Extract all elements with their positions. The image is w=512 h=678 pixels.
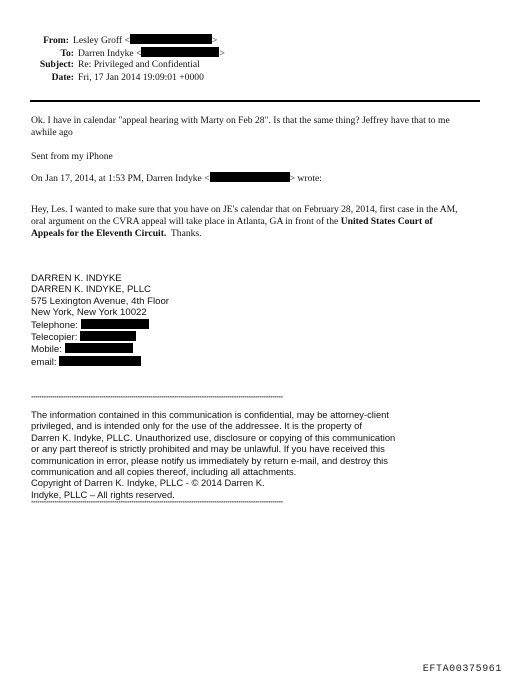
close-bracket: >	[219, 47, 225, 59]
email-label: email:	[31, 356, 57, 368]
disclaimer-line: communication and all copies thereof, including all attachments.	[31, 466, 297, 478]
sig-telephone	[31, 319, 169, 331]
sig-mobile	[31, 343, 169, 355]
reply-line: Ok. I have in calendar "appeal hearing with Marty on Feb 28". Is that the same thing? Jeffrey have that to me	[31, 115, 450, 126]
reply-message	[31, 115, 486, 139]
sig-name: DARREN K. INDYKE	[31, 273, 122, 284]
quote-line	[31, 228, 486, 240]
disclaimer-line: communication in error, please notify us immediately by return e-mail, and destroy this	[31, 454, 388, 466]
court-name-cont: Appeals for the Eleventh Circuit.	[31, 227, 167, 239]
close-bracket: >	[211, 35, 218, 46]
from-value: Lesley Groff <	[73, 35, 130, 46]
thanks-text: Thanks.	[170, 227, 202, 239]
quoted-message	[31, 204, 486, 239]
to-label: To:	[60, 47, 74, 59]
header-divider	[30, 100, 480, 102]
disclaimer-line: privileged, and is intended only for the use of the addressee. It is the property of	[31, 420, 362, 432]
confidentiality-disclaimer	[31, 409, 431, 500]
court-name: United States Court of	[340, 215, 433, 227]
date-row	[0, 72, 204, 85]
quote-intro	[31, 172, 486, 185]
signature-block	[31, 273, 169, 368]
to-row	[0, 47, 225, 61]
from-label: From:	[43, 35, 69, 46]
redaction-bar	[210, 172, 290, 182]
telephone-label: Telephone:	[31, 319, 78, 331]
redaction-bar	[65, 343, 133, 353]
subject-value: Re: Privileged and Confidential	[78, 59, 200, 70]
quote-text: oral argument on the CVRA appeal will take place in Atlanta, GA in front of the	[31, 215, 339, 227]
disclaimer-line: Darren K. Indyke, PLLC. Unauthorized use, disclosure or copying of this communication	[31, 431, 396, 443]
reply-line: awhile ago	[31, 126, 73, 138]
disclaimer-line: Copyright of Darren K. Indyke, PLLC - © 2014 Darren K.	[31, 477, 265, 489]
redaction-bar	[80, 331, 136, 341]
subject-label: Subject:	[39, 59, 74, 70]
from-row	[0, 34, 217, 48]
sig-email	[31, 356, 169, 368]
quote-line	[31, 216, 486, 228]
date-value: Fri, 17 Jan 2014 19:09:01 +0000	[78, 71, 204, 83]
document-id: EFTA00375961	[422, 664, 502, 675]
sig-firm: DARREN K. INDYKE, PLLC	[31, 284, 151, 296]
redaction-bar	[81, 319, 149, 329]
sent-from: Sent from my iPhone	[31, 151, 113, 162]
redaction-bar	[130, 34, 212, 44]
to-value: Darren Indyke <	[78, 47, 142, 59]
sig-address1: 575 Lexington Avenue, 4th Floor	[31, 295, 169, 307]
sig-address2: New York, New York 10022	[31, 307, 147, 319]
disclaimer-line: The information contained in this communication is confidential, may be attorney-client	[31, 409, 389, 420]
redaction-bar	[59, 356, 141, 366]
quote-line: Hey, Les. I wanted to make sure that you have on JE's calendar that on February 28, 2014, first case in the AM,	[31, 204, 458, 215]
disclaimer-line: or any part thereof is strictly prohibited and may be unlawful. If you have received this	[31, 443, 385, 455]
date-label: Date:	[51, 71, 74, 83]
email-header	[0, 34, 512, 94]
divider-stars-top: **********************************************************************************************************************	[31, 396, 283, 402]
subject-row	[0, 59, 200, 72]
mobile-label: Mobile:	[31, 344, 62, 356]
quote-intro-end: > wrote:	[289, 173, 322, 184]
telecopier-label: Telecopier:	[31, 332, 78, 344]
disclaimer-line: Indyke, PLLC – All rights reserved.	[31, 488, 175, 500]
divider-stars-bottom: **********************************************************************************************************************	[31, 501, 283, 507]
quote-intro-text: On Jan 17, 2014, at 1:53 PM, Darren Indyke <	[31, 173, 210, 184]
redaction-bar	[141, 47, 219, 57]
sig-telecopier	[31, 331, 169, 343]
